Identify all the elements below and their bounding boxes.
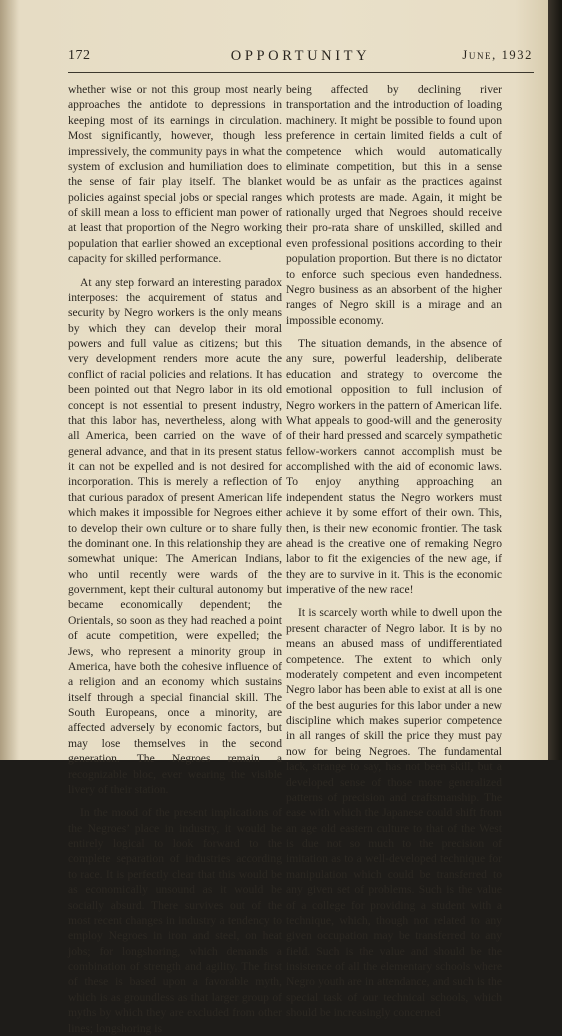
paragraph: It is scarcely worth while to dwell upon the present character of Negro labor. It is by no means an abused mass of undifferentiated competence. The extent to which only moderately competent and even incompetent Negro labor has been able to exist at all is one of the best auguries for this labor under a new discipline which makes superior competence in all ranges of skill the price they must pay now for being Negroes. The fundamental lack, strange to say, has not been skill, but a developed sense of those more generalized patterns of precision and craftsmanship. The ease with which the Japanese could shift from an age old eastern culture to that of the West is due not so much to the precision of imitation as to a well-developed technique for manipulation which could be transferred to any given set of problems. Such is the value of a college for providing a student with a technique, which, though not related to any given occupation may be transferred to any field. Such is the value and should be the insistence of all the elementary schools where Negro youth are in attendance, and such is the special task of our technical schools, which should be increasingly concerned <box>286 606 502 1020</box>
page-number: 172 <box>68 48 91 63</box>
right-column <box>286 82 502 1021</box>
paragraph: The situation demands, in the absence of any sure, powerful leadership, deliberate education and strategy to overcome the emotional opposition to full inclusion of Negro workers in the pattern of American life. What appeals to good-will and the generosity of their hard pressed and scarcely sympathetic fellow-workers cannot accomplish must be accomplished with the aid of economic laws. To enjoy anything approaching an independent status the Negro workers must achieve it by some effort of their own. This, then, is their new economic frontier. The task ahead is the creative one of remaking Negro labor to fit the exigencies of the new age, if they are to survive in it. This is the economic imperative of the new race! <box>286 337 502 596</box>
paragraph: being affected by declining river transportation and the introduction of loading machinery. It might be possible to found upon preference in certain limited fields a cult of competence which would automatically eliminate competition, but this in a sense would be as unfair as the practices against which protests are made. Again, it might be rationally urged that Negroes should receive their pro-rata share of unskilled, skilled and even professional positions according to their population proportion. But there is no dictator to enforce such specious even handedness. Negro business as an absorbent of the higher ranges of Negro skill is a mirage and an impossible economy. <box>286 83 502 327</box>
paragraph: In the mood of the present implications of the Negroes’ place in industry, it would be entirely logical to look forward to the complete separation of industries according to race. It is perfectly clear that this would be as economically unsound as it would be socially absurd. There survives out of the most recent changes in industry a tendency to employ Negroes in iron and steel, on heat jobs; for longshoring, which demands a combination of strength and agility. The first of these is based upon a favorable myth, which is as groundless as that larger group of myths by which they are excluded from other lines; longshoring is <box>68 806 282 1035</box>
page-edge <box>548 0 562 760</box>
left-column <box>68 82 282 1036</box>
issue-date: June, 1932 <box>462 48 533 62</box>
binding-shadow <box>0 0 20 760</box>
journal-title: OPPORTUNITY <box>230 48 371 64</box>
paragraph: At any step forward an interesting paradox interposes: the acquirement of status and security by Negro workers is the only means by which they can develop their moral powers and full value as citizens; but this very development renders more acute the conflict of racial policies and relations. It has been pointed out that Negro labor in its old concept is not essential to present industry, that this labor has, nevertheless, along with all America, been carried on the wave of general advance, and that in its present status it can not be expelled and is not desired for incorporation. This is merely a reflection of that curious paradox of present American life which makes it impossible for Negroes either to develop their own culture or to share fully the dominant one. In this relationship they are somewhat unique: The American Indians, who until recently were wards of the government, kept their cultural autonomy but became economically dependent; the Orientals, so soon as they had reached a point of acute competition, were expelled; the Jews, who represent a minority group in America, have both the cohesive influence of a religion and an economy which sustains itself through a special financial skill. The South Europeans, once a minority, are affected adversely by economic factors, but may lose themselves in the second generation. The Negroes remain a recognizable bloc, ever wearing the visible livery of their station. <box>68 275 282 796</box>
paragraph: whether wise or not this group most nearly approaches the antidote to depressions in keeping most of its earnings in circulation. Most significantly, however, though less impressively, the community pays in what the system of exclusion and humiliation does to the sense of fair play itself. The blanket policies against special jobs or special ranges of skill mean a loss to efficient man power of at least that proportion of the Negro working population that earlier showed an exceptional capacity for skilled performance. <box>68 83 282 266</box>
header-rule <box>68 72 534 73</box>
running-header <box>68 48 533 68</box>
